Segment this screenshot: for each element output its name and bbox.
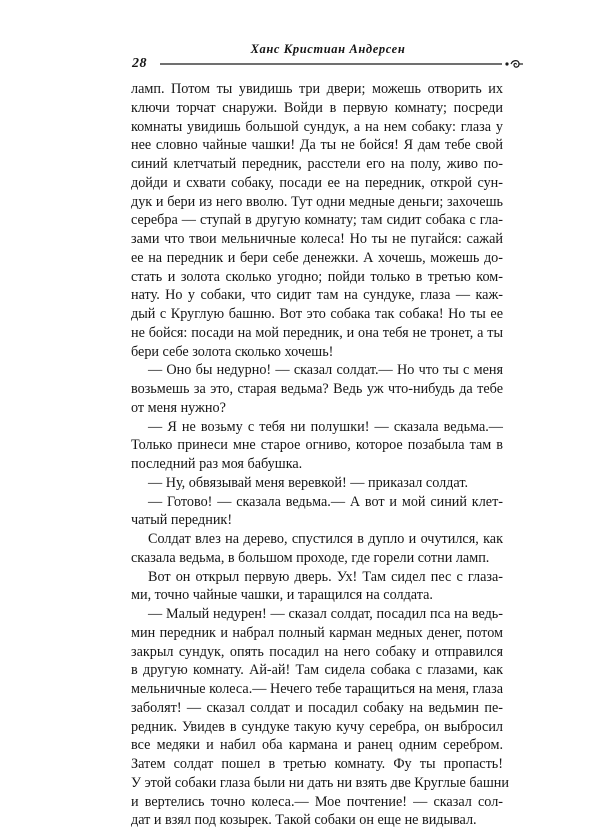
text-line: комнаты увидишь большой сундук, а на нем собаку: глаза у bbox=[131, 118, 503, 135]
text-line: Затем солдат пошел в третью комнату. Фу ты пропасть! bbox=[131, 756, 503, 772]
text-line: редник. Увидев в сундуке такую кучу серебра, он выбросил bbox=[131, 718, 503, 735]
text-line: Солдат влез на дерево, спустился в дупло и очутился, как bbox=[148, 531, 503, 547]
text-line: Вот он открыл первую дверь. Ух! Там сидел пес с глаза- bbox=[148, 568, 503, 585]
text-line: стать и золота сколько угодно; пойди только в третью ком- bbox=[131, 268, 503, 285]
text-line: заболят! — сказал солдат и посадил собаку на ведьмин пе- bbox=[131, 699, 503, 716]
text-line: дук и бери из него вволю. Тут одни медные деньги; захочешь bbox=[131, 193, 503, 210]
page-header bbox=[132, 40, 524, 70]
text-line: возьмешь за это, старая ведьма? Ведь уж что-нибудь да тебе bbox=[131, 381, 503, 397]
text-line: последний раз моя бабушка. bbox=[131, 456, 303, 472]
text-line: дый с Круглую башню. Вот это собака так собака! Но ты ее bbox=[131, 306, 503, 322]
text-line: ламп. Потом ты увидишь три двери; можешь отворить их bbox=[131, 81, 503, 97]
text-line: — Оно бы недурно! — сказал солдат.— Но что ты с меня bbox=[148, 362, 503, 379]
text-line: У этой собаки глаза были ни дать ни взять две Круглые башни bbox=[131, 774, 509, 791]
text-line: — Ну, обвязывай меня веревкой! — приказал солдат. bbox=[148, 474, 469, 491]
text-line: мин передник и набрал полный карман медных денег, потом bbox=[131, 624, 503, 641]
text-line: дойди и схвати собаку, посади ее на передник, открой сун- bbox=[131, 174, 503, 191]
text-line: все медяки и набил оба кармана и ранец одним серебром. bbox=[131, 737, 503, 754]
text-line: зами что твои мельничные колеса! Но ты не пугайся: сажай bbox=[131, 231, 503, 247]
text-line: дат и взял под козырек. Такой собаки он еще не видывал. bbox=[131, 812, 477, 829]
text-line: мельничные колеса.— Нечего тебе таращиться на меня, глаза bbox=[131, 681, 503, 697]
text-line: чатый передник! bbox=[131, 512, 233, 529]
text-line: в другую комнату. Ай-ай! Там сидела собака с глазами, как bbox=[131, 662, 503, 679]
text-line: — Я не возьму с тебя ни полушки! — сказала ведьма.— bbox=[148, 418, 503, 435]
text-line: бери себе золота сколько хочешь! bbox=[131, 343, 334, 360]
text-line: нее словно чайные чашки! Да ты не бойся! Я дам тебе свой bbox=[131, 137, 503, 154]
text-line: ее на передник и бери себе денежки. А хочешь, можешь до- bbox=[131, 249, 503, 266]
text-line: нату. Но у собаки, что сидит там на сундуке, глаза — каж- bbox=[131, 287, 503, 304]
text-line: не бойся: посади на мой передник, и она тебя не тронет, а ты bbox=[131, 324, 503, 341]
text-line: серебра — ступай в другую комнату; там сидит собака с гла- bbox=[131, 212, 503, 229]
story-text bbox=[131, 80, 509, 830]
text-line: закрыл сундук, опять посадил на него собаку и отправился bbox=[131, 643, 503, 660]
running-head: Ханс Кристиан Андерсен bbox=[250, 42, 406, 56]
text-line: — Малый недурен! — сказал солдат, посадил пса на ведь- bbox=[148, 606, 503, 622]
text-line: сказала ведьма, в большом проходе, где горели сотни ламп. bbox=[131, 549, 490, 566]
text-line: ключи торчат снаружи. Войди в первую комнату; посреди bbox=[131, 99, 503, 116]
text-line: ми, точно чайные чашки, и таращился на солдата. bbox=[131, 587, 433, 604]
text-line: и вертелись точно колеса.— Мое почтение! — сказал сол- bbox=[131, 793, 503, 810]
text-line: от меня нужно? bbox=[131, 399, 226, 416]
text-line: — Готово! — сказала ведьма.— А вот и мой синий клет- bbox=[148, 493, 503, 510]
page-number: 28 bbox=[132, 56, 147, 71]
header-ornament-rule bbox=[158, 58, 524, 70]
text-line: Только принеси мне старое огниво, которое позабыла там в bbox=[131, 437, 503, 454]
text-line: синий клетчатый передник, расстели его на полу, живо по- bbox=[131, 156, 503, 172]
